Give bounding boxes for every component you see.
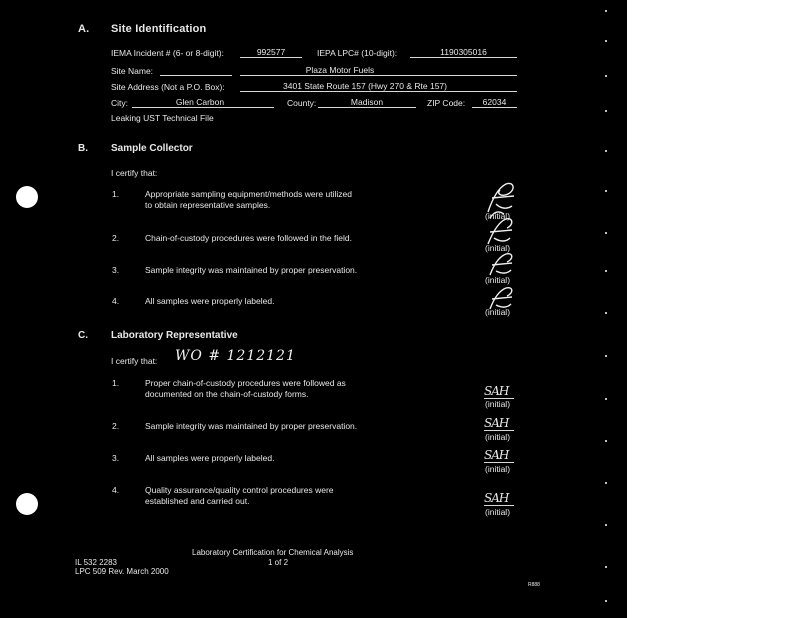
city-underline (132, 107, 274, 108)
address-label: Site Address (Not a P.O. Box): (111, 82, 225, 92)
b-item-3-line1: Sample integrity was maintained by proper preservation. (145, 265, 358, 275)
site-name-underline (240, 75, 517, 76)
scan-edge-artifact (605, 0, 608, 618)
incident-underline (240, 57, 302, 58)
collector-signature-3 (480, 249, 520, 281)
section-c-title: Laboratory Representative (111, 330, 238, 341)
c-item-3-initial-caption: (initial) (485, 464, 511, 474)
b-item-4-number: 4. (112, 296, 120, 306)
city-value: Glen Carbon (175, 97, 225, 107)
c-item-3-initial-line (484, 462, 514, 463)
footer-form-revision: LPC 509 Rev. March 2000 (75, 567, 169, 576)
c-item-2-line1: Sample integrity was maintained by proper preservation. (145, 421, 358, 431)
lpc-value: 1190305016 (440, 47, 487, 57)
b-item-2-line1: Chain-of-custody procedures were followed in the field. (145, 233, 352, 243)
technical-file-text: Leaking UST Technical File (111, 113, 214, 123)
c-item-4-initial-line (484, 505, 514, 506)
county-value: Madison (350, 97, 384, 107)
b-item-3-number: 3. (112, 265, 120, 275)
section-b-title: Sample Collector (111, 143, 193, 154)
incident-label: IEMA Incident # (6- or 8-digit): (111, 48, 224, 58)
section-b-certify: I certify that: (111, 168, 158, 178)
c-item-1-line1: Proper chain-of-custody procedures were followed as (145, 378, 346, 388)
county-label: County: (287, 98, 317, 108)
footer-form-id: IL 532 2283 (75, 558, 117, 567)
c-item-2-initial-caption: (initial) (485, 432, 511, 442)
section-c-letter: C. (78, 330, 88, 341)
binder-hole-bottom (16, 493, 38, 515)
c-item-1-signature: SAH (484, 384, 509, 398)
collector-signature-2 (478, 214, 520, 250)
section-b-letter: B. (78, 143, 88, 154)
c-item-4-number: 4. (112, 485, 120, 495)
b-item-2-initial-caption: (initial) (485, 243, 511, 253)
site-name-underline-left (160, 75, 232, 76)
c-item-1-number: 1. (112, 378, 120, 388)
b-item-1-line1: Appropriate sampling equipment/methods were utilized (145, 189, 352, 199)
footer-title: Laboratory Certification for Chemical Analysis (192, 548, 354, 557)
binder-hole-top (16, 186, 38, 208)
c-item-2-signature: SAH (484, 416, 509, 430)
work-order-handwritten: WO # 1212121 (175, 348, 296, 364)
scan-stamp: R888 (528, 582, 540, 588)
collector-signature-4 (480, 283, 520, 315)
site-name-value: Plaza Motor Fuels (305, 65, 375, 75)
c-item-4-line1: Quality assurance/quality control procedures were (145, 485, 334, 495)
county-underline (318, 107, 416, 108)
city-label: City: (111, 98, 128, 108)
c-item-4-line2: established and carried out. (145, 496, 250, 506)
footer-page: 1 of 2 (268, 558, 289, 567)
lpc-underline (410, 57, 517, 58)
b-item-1-initial-caption: (initial) (485, 211, 511, 221)
b-item-4-line1: All samples were properly labeled. (145, 296, 275, 306)
zip-value: 62034 (482, 97, 507, 107)
section-a-title: Site Identification (111, 23, 207, 35)
section-c-certify: I certify that: (111, 356, 158, 366)
c-item-3-number: 3. (112, 453, 120, 463)
c-item-4-signature: SAH (484, 491, 509, 505)
zip-underline (472, 107, 517, 108)
b-item-1-number: 1. (112, 189, 120, 199)
c-item-1-line2: documented on the chain-of-custody forms. (145, 389, 309, 399)
site-name-label: Site Name: (111, 66, 154, 76)
c-item-3-signature: SAH (484, 448, 509, 462)
lpc-label: IEPA LPC# (10-digit): (317, 48, 398, 58)
b-item-3-initial-caption: (initial) (485, 275, 511, 285)
address-value: 3401 State Route 157 (Hwy 270 & Rte 157) (283, 81, 447, 91)
c-item-3-line1: All samples were properly labeled. (145, 453, 275, 463)
c-item-2-initial-line (484, 430, 514, 431)
c-item-2-number: 2. (112, 421, 120, 431)
section-a-letter: A. (78, 23, 90, 35)
address-underline (240, 91, 517, 92)
b-item-4-initial-caption: (initial) (485, 307, 511, 317)
incident-value: 992577 (256, 47, 286, 57)
c-item-1-initial-caption: (initial) (485, 399, 511, 409)
c-item-4-initial-caption: (initial) (485, 507, 511, 517)
b-item-2-number: 2. (112, 233, 120, 243)
b-item-1-line2: to obtain representative samples. (145, 200, 271, 210)
zip-label: ZIP Code: (427, 98, 466, 108)
